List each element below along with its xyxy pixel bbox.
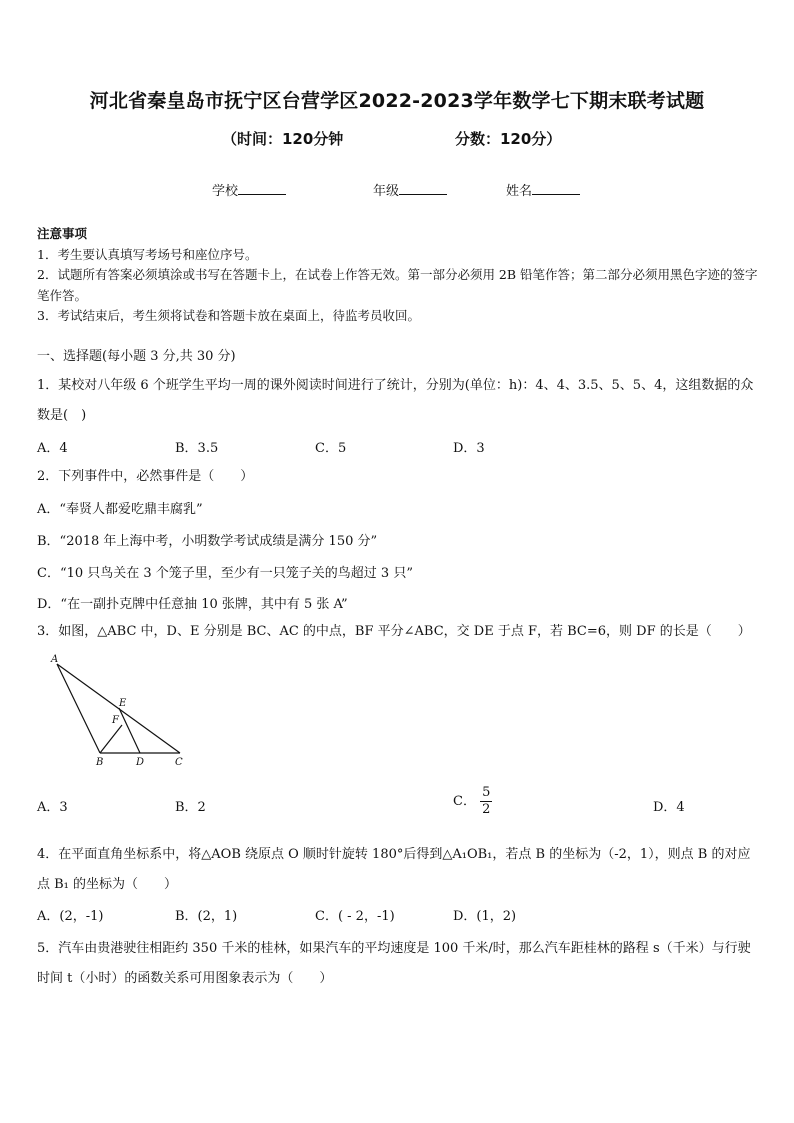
q1-option-c: C．5: [315, 441, 347, 456]
question-2-stem: 2．下列事件中，必然事件是（ ）: [37, 469, 254, 484]
grade-field: [373, 180, 447, 199]
label-b: B: [96, 757, 104, 768]
q3-option-a: A．3: [37, 800, 68, 815]
q4-option-a: A．(2，-1): [37, 909, 104, 924]
label-f: F: [112, 715, 119, 726]
label-d: D: [136, 757, 145, 768]
question-5-stem: 5．汽车由贵港驶往相距约 350 千米的桂林，如果汽车的平均速度是 100 千米/时，那么汽车距桂林的路程 s（千米）与行驶时间 t（小时）的函数关系可用图象表示为（ ）: [37, 941, 751, 986]
fraction-denominator: 2: [482, 802, 491, 817]
q1-option-b: B．3.5: [175, 441, 219, 456]
notice-section: [37, 224, 759, 327]
q3-option-d: D．4: [653, 800, 685, 815]
q2-option-a: A．“奉贤人都爱吃鼎丰腐乳”: [37, 502, 203, 517]
name-field: [506, 180, 580, 199]
time-limit: （时间：120分钟: [222, 130, 344, 148]
name-label: 姓名: [506, 184, 533, 199]
segment-bf: [100, 725, 122, 753]
notice-heading: 注意事项: [37, 226, 88, 241]
question-3-stem: 3．如图，△ABC 中，D、E 分别是 BC、AC 的中点，BF 平分∠ABC，交 DE 于点 F，若 BC=6，则 DF 的长是（ ）: [37, 624, 751, 639]
q1-option-a: A．4: [37, 441, 68, 456]
label-c: C: [175, 757, 183, 768]
q2-option-c: C．“10 只鸟关在 3 个笼子里，至少有一只笼子关的鸟超过 3 只”: [37, 566, 413, 581]
exam-title: 河北省秦皇岛市抚宁区台营学区2022-2023学年数学七下期末联考试题: [89, 90, 705, 112]
segment-ab: [57, 664, 100, 753]
notice-item: 1．考生要认真填写考场号和座位序号。: [37, 246, 258, 262]
notice-item: 2．试题所有答案必须填涂或书写在答题卡上，在试卷上作答无效。第一部分必须用 2B 铅笔作答；第二部分必须用黑色字迹的签字笔作答。: [37, 267, 758, 303]
q3-option-b: B．2: [175, 800, 206, 815]
fraction-numerator: 5: [482, 785, 491, 800]
q2-option-d: D．“在一副扑克牌中任意抽 10 张牌，其中有 5 张 A”: [37, 597, 348, 612]
triangle-figure: [40, 652, 190, 772]
school-field: [212, 180, 286, 199]
label-a: A: [51, 654, 59, 665]
fraction: [480, 785, 492, 818]
total-score: 分数：120分）: [455, 130, 562, 148]
name-blank: [532, 182, 580, 195]
q1-option-d: D．3: [453, 441, 485, 456]
q4-option-c: C．( - 2，-1): [315, 909, 395, 924]
q4-option-d: D．(1，2): [453, 909, 517, 924]
q2-option-b: B．“2018 年上海中考，小明数学考试成绩是满分 150 分”: [37, 534, 378, 549]
segment-de: [119, 708, 140, 753]
question-4-stem: 4．在平面直角坐标系中，将△AOB 绕原点 O 顺时针旋转 180°后得到△A₁OB₁，若点 B 的坐标为（-2，1），则点 B 的对应点 B₁ 的坐标为（ ）: [37, 847, 751, 892]
q3-option-c: [453, 785, 492, 818]
school-blank: [238, 182, 286, 195]
question-1-stem: 1．某校对八年级 6 个班学生平均一周的课外阅读时间进行了统计，分别为(单位：h)：4、4、3.5、5、5、4，这组数据的众数是( ): [37, 378, 754, 423]
grade-blank: [399, 182, 447, 195]
section-heading: 一、选择题(每小题 3 分,共 30 分): [37, 349, 236, 364]
notice-item: 3．考试结束后，考生须将试卷和答题卡放在桌面上，待监考员收回。: [37, 308, 420, 323]
q3-option-c-label: C．: [453, 794, 476, 809]
school-label: 学校: [212, 184, 239, 199]
grade-label: 年级: [373, 184, 400, 199]
q4-option-b: B．(2，1): [175, 909, 238, 924]
label-e: E: [119, 698, 127, 709]
